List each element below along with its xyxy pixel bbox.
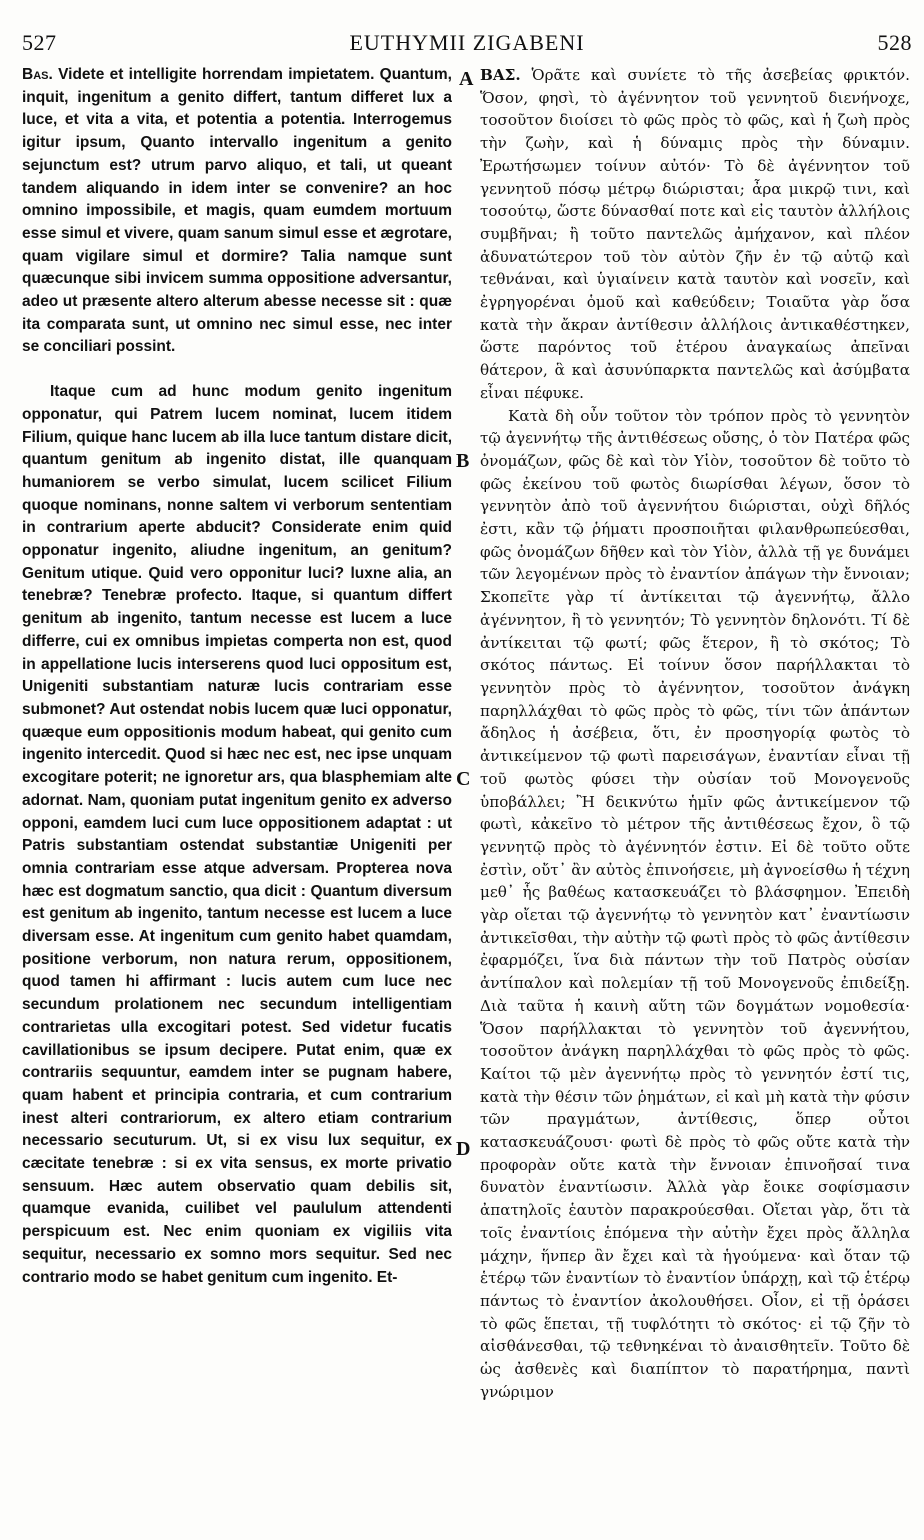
greek-speaker: ΒΑΣ. [480,66,521,84]
page-number-right: 528 [877,30,912,55]
running-title: EUTHYMII ZIGABENI [349,30,585,55]
greek-paragraph-2: Κατὰ δὴ οὖν τοῦτον τὸν τρόπον πρὸς τὸ γεννητὸν τῷ ἀγεννήτῳ τῆς ἀντιθέσεως οὔσης, ὁ τὸν Πατέρα φῶς ὀνομάζων, φῶς δὲ καὶ τὸν Υἱὸν, τοσοῦτον δὲ τοῦτο τὸ φῶς ἐκείνου τοῦ φωτὸς διωρίσθαι λέγων, ὅσον τὸ γεννητὸν ἀπὸ τοῦ ἀγεννήτου διώρισται, οὐχὶ δῆλός ἐστι, κἂν τῷ ῥήματι προσποιῆται φιλανθρωπεύεσθαι, φῶς ὀνομάζων δῆθεν καὶ τὸν Υἱὸν, ἀλλὰ τῇ γε δυνάμει τῶν λεγομένων πρὸς τὸ ἐναντίον ἀπάγων τὴν ἔννοιαν; Σκοπεῖτε γὰρ τί ἀντίκειται τῷ ἀγεννήτῳ, ἄλλο ἀγέννητον, ἢ τὸ γεννητόν; Τὸ γεννητὸν δηλονότι. Τί δὲ ἀντίκειται τῷ φωτί; φῶς ἕτερον, ἢ τὸ σκότος; Τὸ σκότος πάντως. Εἰ τοίνυν ὅσον παρήλλακται τὸ γεννητὸν πρὸς τὸ ἀγέννητον, τοσοῦτον ἀνάγκη παρηλλάχθαι τὸ φῶς πρὸς τὸ φῶς, τίνι τῶν ἁπάντων ἄδηλος ἡ ἀσέβεια, ὅτι, ἐν προσηγορίᾳ φωτὸς τὸ ἀντικείμενον τῷ φωτὶ παρεισάγων, ἐναντίαν εἶναι τῇ τοῦ φωτὸς φύσει τὴν οὐσίαν τοῦ Μονογενοῦς ὑποβάλλει; Ἢ δεικνύτω ἡμῖν φῶς ἀντικείμενον τῷ φωτὶ, κἀκεῖνο τὸ μέτρον τῆς ἀντιθέσεως ἔχον, ὃ τῷ γεννητῷ πρὸς τὸ ἀγέννητόν ἐστιν. Εἰ δὲ τοῦτο οὔτε ἐστὶν, οὔτ᾽ ἂν αὐτὸς ἐπινοήσειε, μὴ ἀγνοείσθω ἡ τέχνη μεθ᾽ ἧς βαθέως κατασκευάζει τὸ βλάσφημον. Ἐπειδὴ γὰρ οἴεται τῷ ἀγεννήτῳ τὸ γεννητὸν κατ᾽ ἐναντίωσιν ἀντικεῖσθαι, τὴν αὐτὴν τῷ φωτὶ πρὸς τὸ φῶς ἀντίθεσιν ἐφαρμόζει, ἵνα διὰ πάντων τὴν τοῦ Πατρὸς οὐσίαν ἀντίπαλον καὶ πολεμίαν τῇ τοῦ Μονογενοῦς ἐπιδείξῃ. Διὰ ταῦτα ἡ καινὴ αὕτη τῶν δογμάτων νομοθεσία· Ὅσον παρήλλακται τὸ γεννητὸν τοῦ ἀγεννήτου, τοσοῦτον ἀνάγκη παρηλλάχθαι τὸ φῶς πρὸς τὸ φῶς. Καίτοι τῷ μὲν ἀγεννήτῳ πρὸς τὸ γεννητόν ἐστί τις, κατὰ τὴν θέσιν τῶν ῥημάτων, εἰ καὶ μὴ κατὰ τὴν φύσιν τῶν πραγμάτων, ἀντίθεσις, ὅπερ οὗτοι κατασκευάζουσι· φωτὶ δὲ πρὸς τὸ φῶς οὔτε κατὰ τὴν προφορὰν οὔτε κατὰ τὴν ἔννοιαν ἐπινοῆσαί τινα δυνατὸν ἐναντίωσιν. Ἀλλὰ γὰρ ἔοικε σοφίσμασιν ἀπατηλοῖς ἑαυτὸν παρακρούεσθαι. Οἴεται γὰρ, ὅτι τὰ τοῖς ἐναντίοις ἑπόμενα τὴν αὐτὴν ἔχει πρὸς ἄλληλα μάχην, ἥνπερ ἂν ἔχει καὶ τὰ ἡγούμενα· καὶ ὅταν τῷ ἑτέρῳ τῶν ἐναντίων τὸ ἐναντίον ὑπάρχῃ, καὶ τῷ ἑτέρῳ πάντως τὸ ἐναντίον ἀκολουθήσει. Οἷον, εἰ τῇ ὁράσει τὸ φῶς ἕπεται, τῇ τυφλότητι τὸ σκότος· εἰ τῷ ζῆν τὸ αἰσθάνεσθαι, τῷ τεθνηκέναι τὸ ἀναισθητεῖν. Τοῦτο δὲ ὡς ἀσθενὲς καὶ διαπίπτον τὸ παρατήρημα, παντὶ γνώριμον [480,406,910,1401]
latin-column [22,64,452,1532]
section-marker-a: A [459,68,474,90]
latin-paragraph-2: Itaque cum ad hunc modum genito ingenitum opponatur, qui Patrem lucem nominat, lucem itidem Filium, quique hanc lucem ab illa luce tantum distare dicit, quantum genitum ab ingenito distat, ille quanquam humaniorem se verbo simulat, lucem scilicet Filium quoque nominans, nonne saltem vi verborum sententiam in contrarium aperte abducit? Considerate enim quid opponatur ingenito, aliudne ingenitum, an genitum? Genitum utique. Quid vero opponitur luci? luxne alia, an tenebræ? Tenebræ profecto. Itaque, si quantum differt genitum ab ingenito, tantum necesse est lucem a luce differre, cui ex omnibus impietas comperta non est, quod in appellatione lucis interserens quod luci oppositum est, Unigeniti substantiam naturæ lucis contrariam esse submonet? Aut ostendat nobis lucem quæ luci opponatur, quæque eum oppositionis modum habeat, qui genito cum ingenito intercedit. Quod si hæc nec est, nec ipse unquam excogitare poterit; ne ignoretur ars, qua blasphemiam alte adornat. Nam, quoniam putat ingenitum genito ex adverso opponi, eamdem luci cum luce oppositionem adaptat : ut Patris substantiam ostendat substantiæ Unigeniti per omnia contrariam esse atque adversam. Propterea nova hæc est dogmatum sanctio, qua dicit : Quantum diversum est genitum ab ingenito, tantum necesse est lucem a luce diversam esse. At ingenitum cum genito habet quamdam, positione verborum, non natura rerum, oppositionem, quod tamen hi affirmant : lucis autem cum luce nec secundum prolationem nec secundum intelligentiam contrarietas ulla excogitari potest. Sed videtur fucatis cavillationibus se ipsum decipere. Putat enim, quæ ex contrariis sequuntur, eamdem inter se pugnam habere, quam habent et principia contraria, et cum contrarium inest alteri contrariorum, ex altero etiam contrarium necessario secuturum. Ut, si ex visu lux sequitur, ex cæcitate tenebræ : si ex vita sensus, ex morte privatio sensuum. Hæc autem observatio quam debilis sit, quamque evanida, cuilibet vel paululum attendenti perspicuum est. Nec enim quoniam ex vigiliis vita sequitur, necessario ex somno mors sequitur. Sed nec contrario modo se habet genitum cum ingenito. Et- [22,383,452,1286]
latin-speaker: Bas. [22,66,53,83]
greek-column [480,64,910,1532]
greek-paragraph-1-text: Ὁρᾶτε καὶ συνίετε τὸ τῆς ἀσεβείας φρικτόν. Ὅσον, φησὶ, τὸ ἀγέννητον τοῦ γεννητοῦ διενήνοχε, τοσοῦτον διοίσει τὸ φῶς πρὸς τὸ φῶς, καὶ ἡ ζωὴ πρὸς τὴν ζωὴν, καὶ ἡ δύναμις πρὸς τὴν δύναμιν. Ἐρωτήσωμεν τοίνυν αὐτόν· Τὸ δὲ ἀγέννητον τοῦ γεννητοῦ πόσῳ μέτρῳ διώρισται; ἆρα μικρῷ τινι, καὶ τοσούτῳ, ὥστε δύνασθαί ποτε καὶ εἰς ταυτὸν ἀλλήλοις συμβῆναι; ἢ τοῦτο παντελῶς ἀμήχανον, καὶ πλέον ἀδυνατώτερον τοῦ τὸν αὐτὸν ζῆν ἐν τῷ αὐτῷ καὶ τεθνάναι, καὶ ὑγιαίνειν κατὰ ταυτὸν καὶ νοσεῖν, καὶ ἐγρηγορέναι ὁμοῦ καὶ καθεύδειν; Τοιαῦτα γὰρ ὅσα κατὰ τὴν ἄκραν ἀντίθεσιν ἀλλήλοις ἀντικαθέστηκεν, ὥστε παρόντος τοῦ ἑτέρου ἀναγκαίως ἀπεῖναι θάτερον, ἃ καὶ ἀσυνύπαρκτα παντελῶς καὶ ἀσύμβατα εἶναι πέφυκε. [480,66,910,402]
section-marker-c: C [456,768,471,790]
page-number-left: 527 [22,30,57,55]
section-marker-b: B [456,450,470,472]
latin-paragraph-1-text: Videte et intelligite horrendam impietatem. Quantum, inquit, ingenitum a genito differt, tantum differet lux a luce, et vita a vita, et potentia a potentia. Interrogemus igitur ipsum, Quanto intervallo ingenitum a genito sejunctum est? utrum parvo aliquo, et tali, ut queant tandem aliquando in idem inter se convenire? an hoc omnino impossibile, et magis, quam eumdem mortuum esse simul et vivere, quam sanum simul esse et ægrotare, quam vigilare simul et dormire? Talia namque sunt quæcunque sibi invicem summa oppositione adversantur, adeo ut præsente altero alterum abesse necesse sit : quæ ita comparata sunt, ut omnino nec simul esse, nec inter se conciliari possint. [22,66,452,356]
running-header [22,30,912,60]
greek-paragraph-1 [480,64,910,405]
latin-paragraph-1 [22,64,452,359]
section-marker-d: D [456,1138,471,1160]
